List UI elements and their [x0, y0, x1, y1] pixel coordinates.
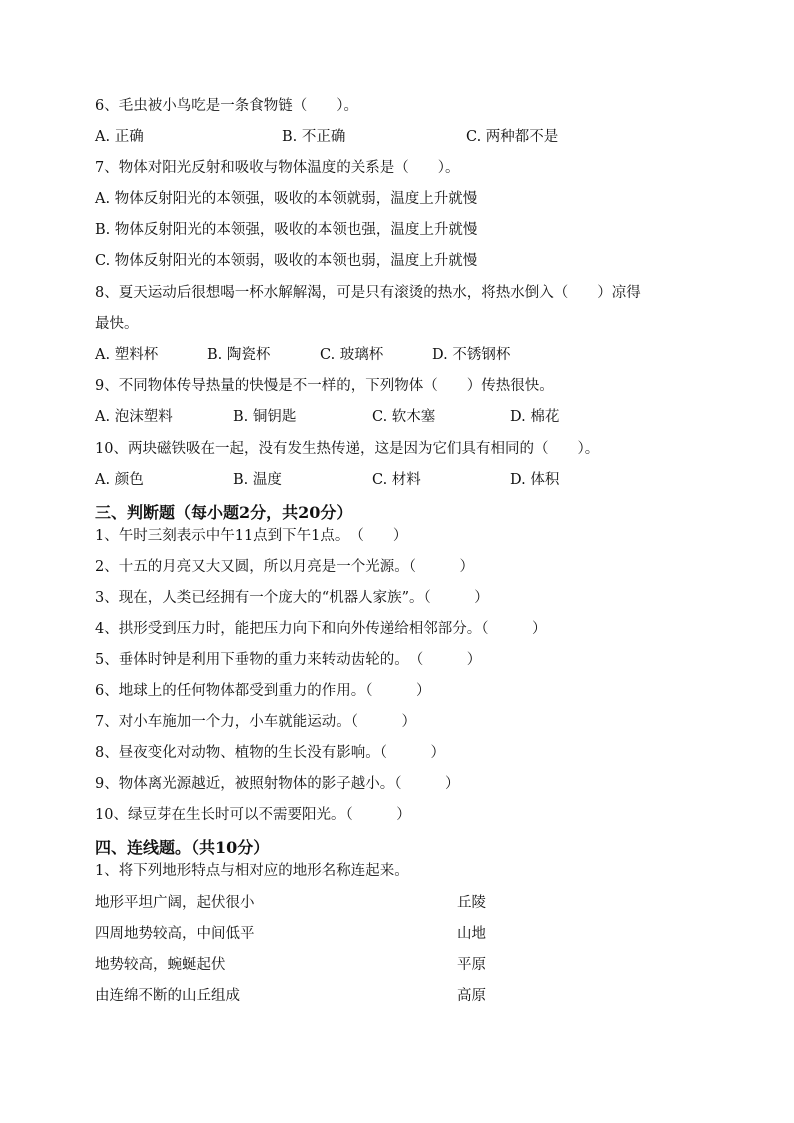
- tf-item-3: 3、现在，人类已经拥有一个庞大的“机器人家族”。（ ）: [95, 590, 489, 606]
- q9-option-b: B. 铜钥匙: [233, 409, 297, 425]
- tf-item-6: 6、地球上的任何物体都受到重力的作用。（ ）: [95, 683, 431, 699]
- match-right-item: 丘陵: [457, 895, 486, 911]
- tf-item-2: 2、十五的月亮又大又圆，所以月亮是一个光源。（ ）: [95, 559, 474, 575]
- q8-option-d: D. 不锈钢杯: [432, 347, 511, 363]
- section-title-matching: 四、连线题。（共10分）: [95, 838, 270, 857]
- q6-option-a: A. 正确: [95, 129, 144, 145]
- q8-option-b: B. 陶瓷杯: [207, 347, 271, 363]
- q9-option-c: C. 软木塞: [372, 409, 436, 425]
- match-left-item: 地势较高，蜿蜒起伏: [95, 957, 226, 973]
- q10-option-c: C. 材料: [372, 472, 421, 488]
- q9-option-d: D. 棉花: [510, 409, 560, 425]
- q6-option-b: B. 不正确: [282, 129, 346, 145]
- match-right-item: 高原: [457, 988, 486, 1004]
- question-8-line1: 8、夏天运动后很想喝一杯水解解渴，可是只有滚烫的热水，将热水倒入（ ）凉得: [95, 285, 641, 301]
- q7-option-c: C. 物体反射阳光的本领弱，吸收的本领也弱，温度上升就慢: [95, 253, 478, 269]
- q7-option-b: B. 物体反射阳光的本领强，吸收的本领也强，温度上升就慢: [95, 222, 478, 238]
- tf-item-10: 10、绿豆芽在生长时可以不需要阳光。（ ）: [95, 807, 411, 823]
- match-left-item: 四周地势较高，中间低平: [95, 926, 255, 942]
- q10-option-a: A. 颜色: [95, 472, 144, 488]
- section-title-true-false: 三、判断题（每小题2分，共20分）: [95, 503, 353, 522]
- match-right-item: 平原: [457, 957, 486, 973]
- question-6: 6、毛虫被小鸟吃是一条食物链（ ）。: [95, 98, 358, 114]
- q6-option-c: C. 两种都不是: [466, 129, 559, 145]
- question-7: 7、物体对阳光反射和吸收与物体温度的关系是（ ）。: [95, 160, 460, 176]
- q10-option-d: D. 体积: [510, 472, 560, 488]
- tf-item-4: 4、拱形受到压力时，能把压力向下和向外传递给相邻部分。（ ）: [95, 621, 547, 637]
- matching-instruction: 1、将下列地形特点与相对应的地形名称连起来。: [95, 863, 409, 879]
- q10-option-b: B. 温度: [233, 472, 282, 488]
- tf-item-1: 1、午时三刻表示中午11点到下午1点。 （ ）: [95, 528, 408, 544]
- question-9: 9、不同物体传导热量的快慢是不一样的，下列物体（ ）传热很快。: [95, 378, 554, 394]
- tf-item-7: 7、对小车施加一个力，小车就能运动。（ ）: [95, 714, 416, 730]
- tf-item-9: 9、物体离光源越近，被照射物体的影子越小。（ ）: [95, 776, 460, 792]
- tf-item-8: 8、昼夜变化对动物、植物的生长没有影响。（ ）: [95, 745, 445, 761]
- match-left-item: 地形平坦广阔，起伏很小: [95, 895, 255, 911]
- tf-item-5: 5、垂体时钟是利用下垂物的重力来转动齿轮的。 （ ）: [95, 652, 482, 668]
- q8-option-a: A. 塑料杯: [95, 347, 159, 363]
- q9-option-a: A. 泡沫塑料: [95, 409, 173, 425]
- q8-option-c: C. 玻璃杯: [320, 347, 384, 363]
- match-left-item: 由连绵不断的山丘组成: [95, 988, 240, 1004]
- question-10: 10、两块磁铁吸在一起，没有发生热传递，这是因为它们具有相同的（ ）。: [95, 441, 600, 457]
- q7-option-a: A. 物体反射阳光的本领强，吸收的本领就弱，温度上升就慢: [95, 191, 478, 207]
- question-8-line2: 最快。: [95, 316, 139, 332]
- match-right-item: 山地: [457, 926, 486, 942]
